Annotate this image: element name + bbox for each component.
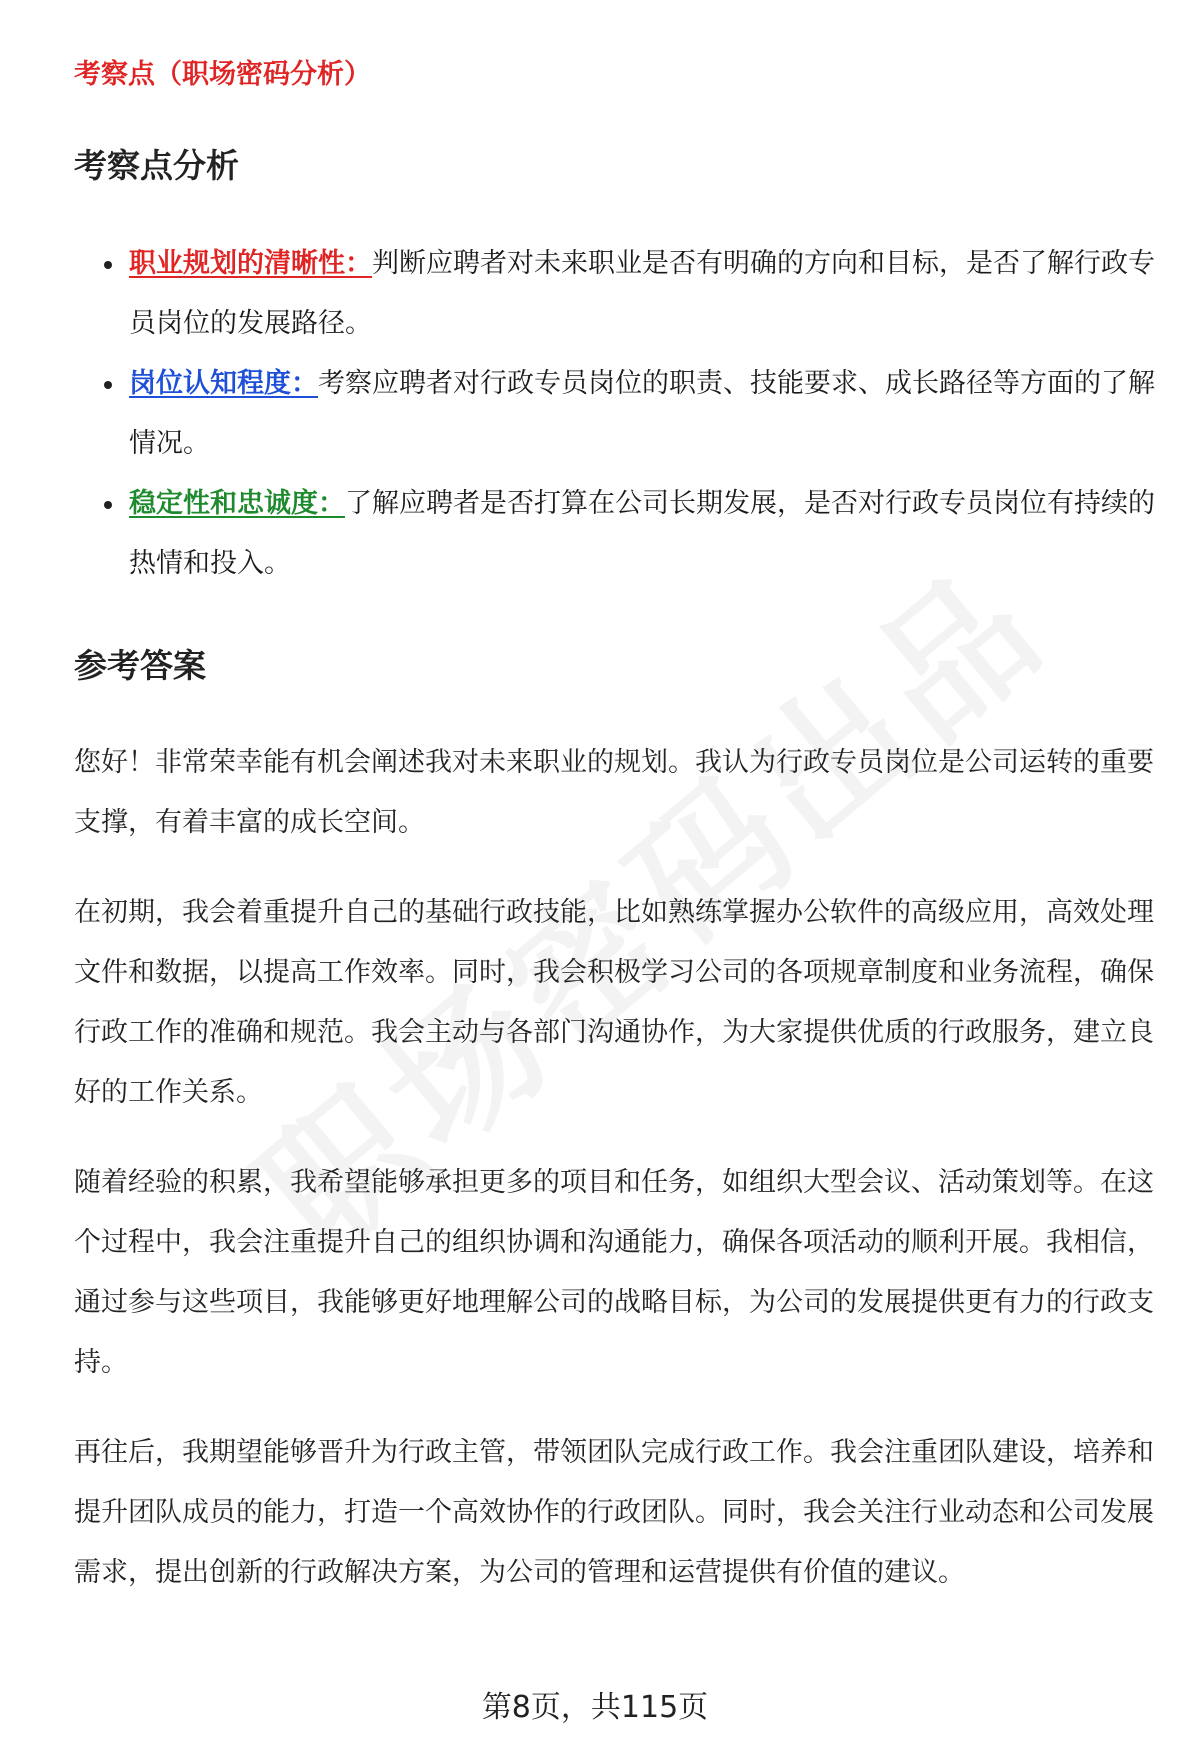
bullet-text: 判断应聘者对未来职业是否有明确的方向和目标，是否了解行政专员岗位的发展路径。: [129, 248, 1155, 339]
bullet-keyword: 岗位认知程度：: [129, 368, 318, 399]
answer-paragraph: 随着经验的积累，我希望能够承担更多的项目和任务，如组织大型会议、活动策划等。在这个过程中，我会注重提升自己的组织协调和沟通能力，确保各项活动的顺利开展。我相信，通过参与这些项目，我能够更好地理解公司的战略目标，为公司的发展提供更有力的行政支持。: [74, 1167, 1154, 1378]
bullet-item: [74, 354, 1164, 474]
bullet-text: 了解应聘者是否打算在公司长期发展，是否对行政专员岗位有持续的热情和投入。: [129, 488, 1155, 579]
bullet-keyword: 职业规划的清晰性：: [129, 248, 372, 279]
bullet-item: [74, 234, 1164, 354]
answer-paragraph: 再往后，我期望能够晋升为行政主管，带领团队完成行政工作。我会注重团队建设，培养和提升团队成员的能力，打造一个高效协作的行政团队。同时，我会关注行业动态和公司发展需求，提出创新的行政解决方案，为公司的管理和运营提供有价值的建议。: [74, 1437, 1154, 1588]
answer-heading: 参考答案: [74, 646, 206, 685]
analysis-heading: 考察点分析: [74, 146, 239, 185]
analysis-bullet-list: [74, 234, 1164, 594]
bullet-keyword: 稳定性和忠诚度：: [129, 488, 345, 519]
section-kicker: 考察点（职场密码分析）: [74, 59, 371, 90]
answer-paragraph: 您好！非常荣幸能有机会阐述我对未来职业的规划。我认为行政专员岗位是公司运转的重要支撑，有着丰富的成长空间。: [74, 747, 1154, 838]
bullet-text: 考察应聘者对行政专员岗位的职责、技能要求、成长路径等方面的了解情况。: [129, 368, 1155, 459]
bullet-item: [74, 474, 1164, 594]
page-number: 第8页，共115页: [481, 1690, 709, 1725]
answer-paragraph: 在初期，我会着重提升自己的基础行政技能，比如熟练掌握办公软件的高级应用，高效处理文件和数据，以提高工作效率。同时，我会积极学习公司的各项规章制度和业务流程，确保行政工作的准确和规范。我会主动与各部门沟通协作，为大家提供优质的行政服务，建立良好的工作关系。: [74, 897, 1154, 1108]
